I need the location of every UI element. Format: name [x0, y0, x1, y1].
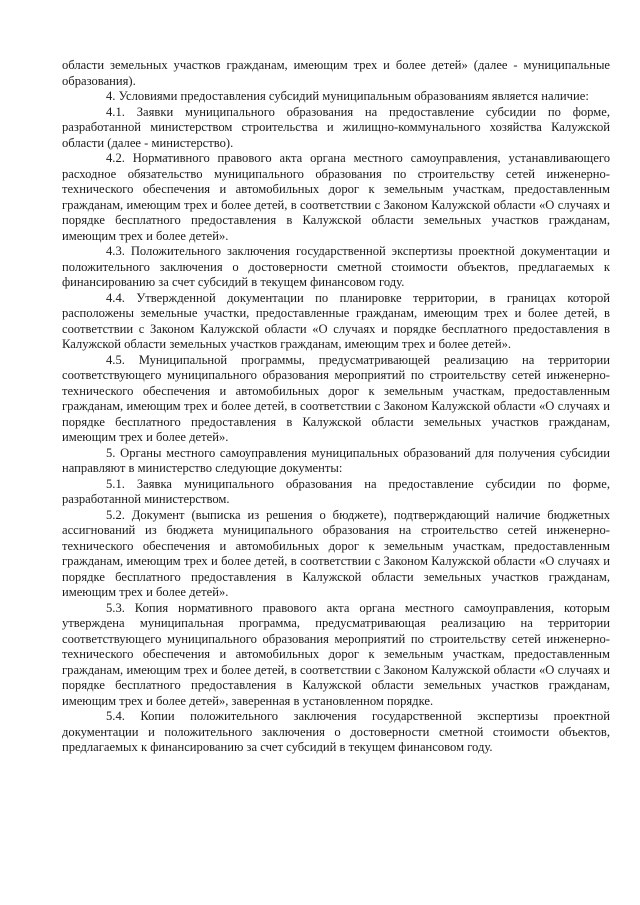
paragraph-4-4: 4.4. Утвержденной документации по планировке территории, в границах которой расположены земельные участки, предоставленные гражданам, имеющим трех и более детей, в соответствии с Законом Калужской области «О случаях и порядке бесплатного предоставления в Калужской области земельных участков гражданам, имеющим трех и более детей». [62, 290, 610, 351]
paragraph-5-2: 5.2. Документ (выписка из решения о бюджете), подтверждающий наличие бюджетных ассигнований из бюджета муниципального образования на строительство сетей инженерно-технического обеспечения и автомобильных дорог к земельным участкам, предоставленным гражданам, имеющим трех и более детей, в соответствии с Законом Калужской области «О случаях и порядке бесплатного предоставления в Калужской области земельных участков гражданам, имеющим трех и более детей». [62, 507, 610, 599]
paragraph-5-3: 5.3. Копия нормативного правового акта органа местного самоуправления, которым утверждена муниципальная программа, предусматривающая реализацию на территории соответствующего муниципального образования мероприятий по строительству сетей инженерно-технического обеспечения и автомобильных дорог к земельным участкам, предоставленным гражданам, имеющим трех и более детей, в соответствии с Законом Калужской области «О случаях и порядке бесплатного предоставления в Калужской области земельных участков гражданам, имеющим трех и более детей», заверенная в установленном порядке. [62, 600, 610, 708]
document-body [62, 58, 610, 756]
paragraph-4-3: 4.3. Положительного заключения государственной экспертизы проектной документации и положительного заключения о достоверности сметной стоимости объектов, предлагаемых к финансированию за счет субсидий в текущем финансовом году. [62, 244, 610, 289]
paragraph-5-1: 5.1. Заявка муниципального образования на предоставление субсидии по форме, разработанной министерством. [62, 476, 610, 506]
paragraph-4-2: 4.2. Нормативного правового акта органа местного самоуправления, устанавливающего расходное обязательство муниципального образования по строительству сетей инженерно-технического обеспечения и автомобильных дорог к земельным участкам, предоставленным гражданам, имеющим трех и более детей, в соответствии с Законом Калужской области «О случаях и порядке бесплатного предоставления в Калужской области земельных участков гражданам, имеющим трех и более детей». [62, 151, 610, 243]
paragraph-4-1: 4.1. Заявки муниципального образования на предоставление субсидии по форме, разработанной министерством строительства и жилищно-коммунального хозяйства Калужской области (далее - министерство). [62, 104, 610, 150]
paragraph-4: 4. Условиями предоставления субсидий муниципальным образованиям является наличие: [106, 89, 589, 103]
paragraph-continuation: области земельных участков гражданам, имеющим трех и более детей» (далее - муниципальные образования). [62, 58, 610, 88]
paragraph-4-5: 4.5. Муниципальной программы, предусматривающей реализацию на территории соответствующего муниципального образования мероприятий по строительству сетей инженерно-технического обеспечения и автомобильных дорог к земельным участкам, предоставленным гражданам, имеющим трех и более детей, в соответствии с Законом Калужской области «О случаях и порядке бесплатного предоставления в Калужской области земельных участков гражданам, имеющим трех и более детей». [62, 352, 610, 444]
paragraph-5-4: 5.4. Копии положительного заключения государственной экспертизы проектной документации и положительного заключения о достоверности сметной стоимости объектов, предлагаемых к финансированию за счет субсидий в текущем финансовом году. [62, 709, 610, 754]
paragraph-5: 5. Органы местного самоуправления муниципальных образований для получения субсидии направляют в министерство следующие документы: [62, 445, 610, 475]
